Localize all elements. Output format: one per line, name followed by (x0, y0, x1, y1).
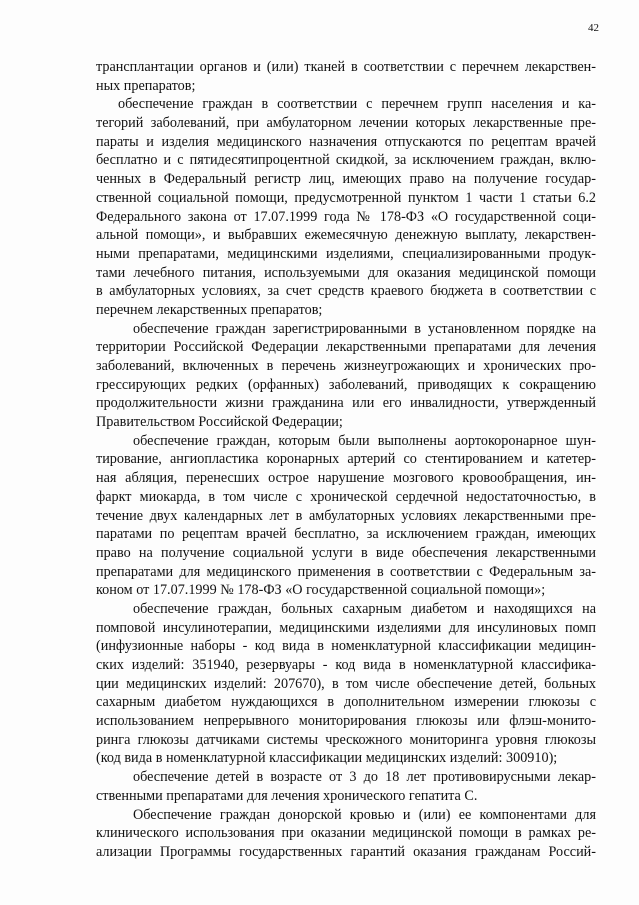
text-line: ринга глюкозы датчиками системы чрескожного мониторинга уровня глюкозы (96, 731, 596, 748)
text-line: в амбулаторных условиях, за счет средств краевого бюджета в соответствии с (96, 283, 596, 300)
text-line: препаратами для медицинского применения в соответствии с Федеральным за- (96, 563, 596, 580)
text-line: альной помощи», и выбравших ежемесячную денежную выплату, лекарствен- (96, 227, 596, 244)
text-line: грессирующих редких (орфанных) заболеваний, приводящих к сокращению (96, 376, 596, 393)
text-line: коном от 17.07.1999 № 178-ФЗ «О государственной социальной помощи»; (96, 582, 546, 599)
text-line: право на получение социальной услуги в виде обеспечения лекарственными (96, 544, 596, 561)
text-line: ализации Программы государственных гарантий оказания гражданам Россий- (96, 843, 596, 860)
text-line: ченных в Федеральный регистр лиц, имеющих право на получение государ- (96, 171, 596, 188)
page-number: 42 (588, 22, 599, 34)
text-line: Правительством Российской Федерации; (96, 414, 343, 431)
text-line: тирование, ангиопластика коронарных артерий со стентированием и катетер- (96, 451, 596, 468)
text-line: (инфузионные наборы - код вида в номенклатурной классификации медицин- (96, 638, 596, 655)
text-line: заболеваний, включенных в перечень жизнеугрожающих и хронических про- (96, 358, 596, 374)
text-line: Федерального закона от 17.07.1999 года № 178-ФЗ «О государственной соци- (96, 208, 596, 225)
text-line: использованием непрерывного мониторирования глюкозы или флэш-монито- (96, 713, 596, 730)
text-line: бесплатно и с пятидесятипроцентной скидкой, за исключением граждан, вклю- (96, 152, 596, 169)
text-line: тами лечебного питания, используемыми для оказания медицинской помощи (96, 264, 596, 281)
text-line: трансплантации органов и (или) тканей в соответствии с перечнем лекарствен- (96, 59, 596, 75)
paragraph-start-line: обеспечение детей в возрасте от 3 до 18 лет противовирусными лекар- (133, 769, 596, 786)
text-line: помповой инсулинотерапии, медицинскими изделиями для инсулиновых помп (96, 619, 596, 636)
text-line: перечнем лекарственных препаратов; (96, 301, 323, 318)
text-line: паратами по рецептам врачей бесплатно, за исключением граждан, имеющих (96, 526, 596, 543)
paragraph-start-line: обеспечение граждан в соответствии с перечнем групп населения и ка- (118, 96, 596, 113)
text-line: клинического использования при оказании медицинской помощи в рамках ре- (96, 825, 596, 842)
text-line: продолжительности жизни гражданина или его инвалидности, утвержденный (96, 395, 596, 412)
text-line: течение двух календарных лет в амбулаторных условиях лекарственными пре- (96, 507, 596, 524)
text-line: ными препаратами, медицинскими изделиями, специализированными продук- (96, 245, 596, 262)
text-line: ная абляция, перенесших острое нарушение мозгового кровообращения, ин- (96, 470, 596, 487)
paragraph-start-line: обеспечение граждан зарегистрированными в установленном порядке на (133, 320, 596, 337)
paragraph-start-line: обеспечение граждан, больных сахарным диабетом и находящихся на (133, 600, 596, 617)
text-line: ции медицинских изделий: 207670), в том числе обеспечение детей, больных (96, 675, 596, 692)
paragraph-start-line: обеспечение граждан, которым были выполнены аортокоронарное шун- (133, 432, 596, 449)
paragraph-start-line: Обеспечение граждан донорской кровью и (или) ее компонентами для (133, 806, 596, 823)
text-line: ных препаратов; (96, 77, 196, 94)
text-line: фаркт миокарда, в том числе с хронической сердечной недостаточностью, в (96, 488, 596, 505)
text-line: ственными препаратами для лечения хронического гепатита С. (96, 787, 478, 804)
text-line: (код вида в номенклатурной классификации медицинских изделий: 300910); (96, 750, 558, 767)
body-text (96, 58, 596, 862)
text-line: ских изделий: 351940, резервуары - код вида в номенклатурной классифика- (96, 657, 596, 673)
text-line: ственной социальной помощи, предусмотренной пунктом 1 части 1 статьи 6.2 (96, 189, 596, 206)
text-line: тегорий заболеваний, при амбулаторном лечении которых лекарственные пре- (96, 115, 596, 132)
text-line: параты и изделия медицинского назначения отпускаются по рецептам врачей (96, 133, 596, 150)
text-line: территории Российской Федерации лекарственными препаратами для лечения (96, 339, 596, 356)
text-line: сахарным диабетом нуждающихся в дополнительном измерении глюкозы с (96, 694, 596, 711)
